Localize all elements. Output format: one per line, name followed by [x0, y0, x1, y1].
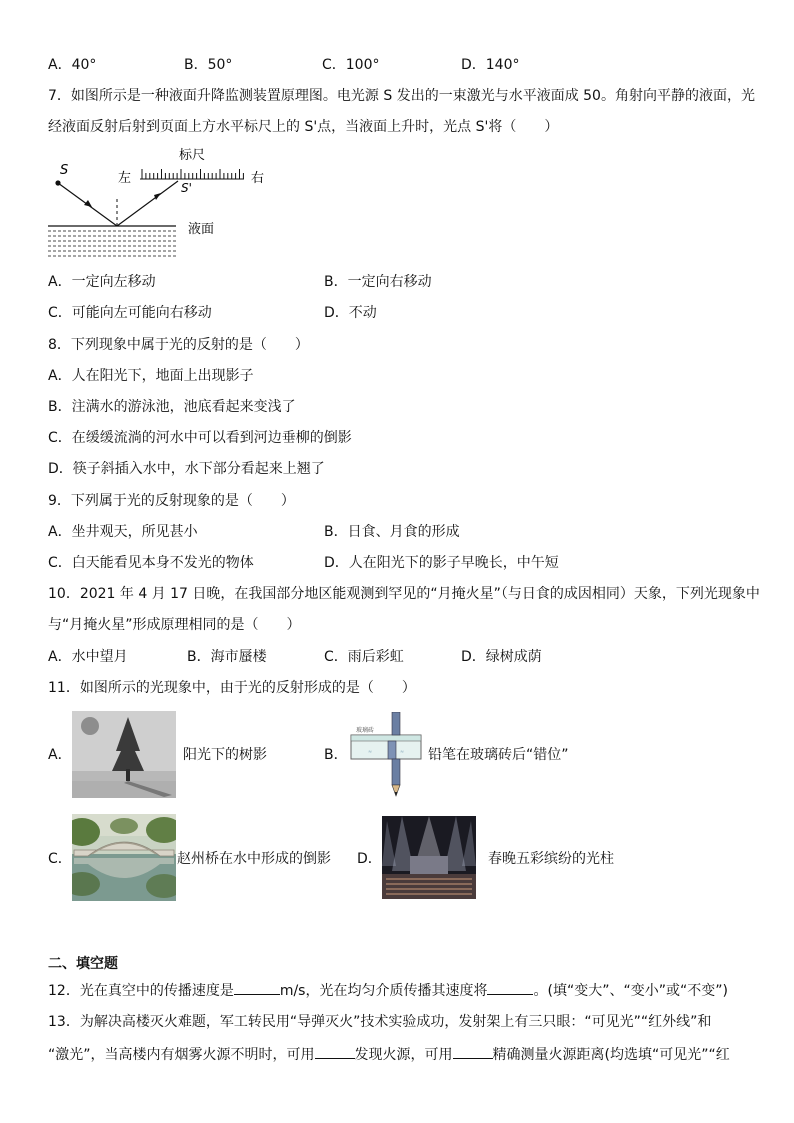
- q13-blank-detect[interactable]: [315, 1044, 355, 1059]
- q7-option-c: C．可能向左可能向右移动: [48, 305, 212, 321]
- right-label: 右: [251, 171, 265, 186]
- svg-text:≈: ≈: [400, 749, 405, 755]
- q12-part1: 12．光在真空中的传播速度是: [48, 983, 234, 999]
- q7-stem-line2: 经液面反射后射到页面上方水平标尺上的 S'点，当液面上升时，光点 S'将（ ）: [48, 119, 559, 135]
- q8-option-b: B．注满水的游泳池，池底看起来变浅了: [48, 399, 296, 415]
- liquid-label: 液面: [188, 222, 215, 237]
- q8-stem: 8．下列现象中属于光的反射的是（ ）: [48, 337, 309, 353]
- section-title-fill-in: 二、填空题: [48, 956, 118, 972]
- liquid-hatching: [48, 231, 176, 256]
- q10-option-b: B．海市蜃楼: [187, 649, 267, 665]
- q11-option-a-caption: 阳光下的树影: [183, 747, 267, 763]
- q9-option-d: D．人在阳光下的影子早晚长，中午短: [324, 555, 559, 571]
- q6-option-d: D．140°: [461, 57, 520, 73]
- glass-brick-label: 玻璃砖: [356, 727, 375, 734]
- reflected-arrow: [154, 193, 161, 200]
- gala-light-beams-image: [382, 816, 476, 899]
- q9-option-b: B．日食、月食的形成: [324, 524, 460, 540]
- svg-text:≈: ≈: [368, 749, 373, 755]
- source-label: S: [60, 163, 69, 178]
- q6-option-b: B．50°: [184, 57, 233, 73]
- q11-option-d-letter: D．: [357, 851, 382, 867]
- q9-option-a: A．坐井观天，所见甚小: [48, 524, 198, 540]
- q12-part3: 。(填“变大”、“变小”或“不变”): [533, 983, 728, 999]
- q10-option-a: A．水中望月: [48, 649, 128, 665]
- q13-line1: 13．为解决高楼灭火难题，军工转民用“导弹灭火”技术实验成功，发射架上有三只眼：“可见光”“红外线”和: [48, 1014, 712, 1030]
- q13-part-a: “激光”，当高楼内有烟雾火源不明时，可用: [48, 1047, 315, 1063]
- ruler-label: 标尺: [179, 148, 206, 163]
- pencil-glass-image: [348, 712, 424, 798]
- q13-blank-measure[interactable]: [453, 1044, 493, 1059]
- q6-option-c: C．100°: [322, 57, 380, 73]
- q11-option-b-letter: B．: [324, 747, 348, 763]
- q10-option-c: C．雨后彩虹: [324, 649, 404, 665]
- q11-option-c-caption: 赵州桥在水中形成的倒影: [177, 851, 331, 867]
- spot-label: S': [181, 181, 192, 195]
- q12-part2: m/s，光在均匀介质传播其速度将: [279, 983, 488, 999]
- q9-option-c: C．白天能看见本身不发光的物体: [48, 555, 254, 571]
- q13-part-b: 发现火源，可用: [354, 1047, 453, 1063]
- q11-option-a-letter: A．: [48, 747, 72, 763]
- zhaozhou-bridge-image: [72, 814, 176, 901]
- q12-blank-change[interactable]: [487, 980, 533, 995]
- q11-option-c-letter: C．: [48, 851, 72, 867]
- left-label: 左: [118, 171, 132, 186]
- q11-option-b-caption: 铅笔在玻璃砖后“错位”: [428, 747, 569, 763]
- tree-shadow-image: [72, 711, 176, 798]
- ruler: [140, 169, 244, 179]
- reflected-ray: [117, 181, 178, 226]
- q10-option-d: D．绿树成荫: [461, 649, 542, 665]
- q10-stem-line2: 与“月掩火星”形成原理相同的是（ ）: [48, 617, 301, 633]
- q11-stem: 11．如图所示的光现象中，由于光的反射形成的是（ ）: [48, 680, 416, 696]
- q12-text: [48, 980, 728, 1001]
- q7-option-a: A．一定向左移动: [48, 274, 156, 290]
- q6-option-a: A．40°: [48, 57, 97, 73]
- q13-line2: [48, 1044, 730, 1065]
- q8-option-a: A．人在阳光下，地面上出现影子: [48, 368, 254, 384]
- q8-option-c: C．在缓缓流淌的河水中可以看到河边垂柳的倒影: [48, 430, 352, 446]
- q7-option-d: D．不动: [324, 305, 377, 321]
- q11-option-d-caption: 春晚五彩缤纷的光柱: [488, 851, 614, 867]
- q8-option-d: D．筷子斜插入水中，水下部分看起来上翘了: [48, 461, 325, 477]
- q9-stem: 9．下列属于光的反射现象的是（ ）: [48, 493, 295, 509]
- q7-option-b: B．一定向右移动: [324, 274, 432, 290]
- q7-figure: [48, 143, 288, 265]
- q7-stem-line1: 7．如图所示是一种液面升降监测装置原理图。电光源 S 发出的一束激光与水平液面成 50。角射向平静的液面，光: [48, 88, 755, 104]
- q10-stem-line1: 10．2021 年 4 月 17 日晚，在我国部分地区能观测到罕见的“月掩火星”（与日食的成因相同）天象，下列光现象中: [48, 586, 760, 602]
- q12-blank-speed[interactable]: [234, 980, 280, 995]
- q13-part-c: 精确测量火源距离(均选填“可见光”“红: [492, 1047, 730, 1063]
